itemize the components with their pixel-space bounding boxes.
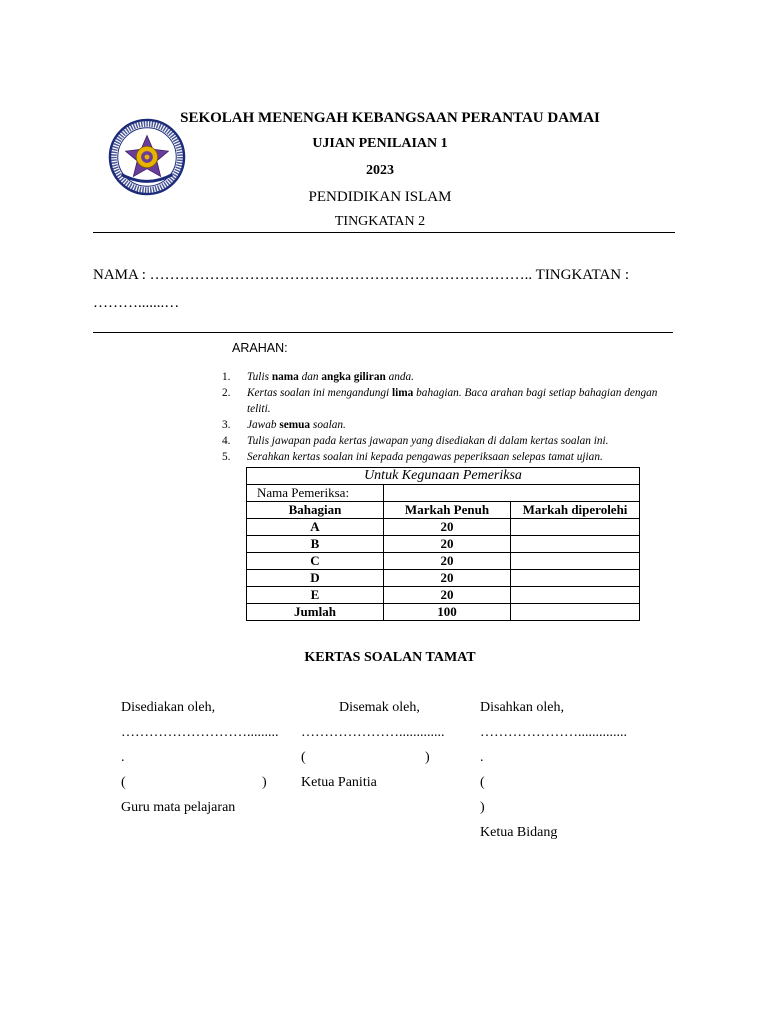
table-row xyxy=(247,536,640,553)
instruction-item xyxy=(222,433,672,449)
full-marks-cell: 20 xyxy=(384,519,511,536)
col-header-section: Bahagian xyxy=(247,502,384,519)
total-label-cell: Jumlah xyxy=(247,604,384,621)
instruction-item xyxy=(222,417,672,433)
form-title: TINGKATAN 2 xyxy=(334,214,426,229)
approved-by-paren-open: ( xyxy=(480,775,485,790)
student-name-line: NAMA : ………………………………………………………………….. TINGKATAN : xyxy=(93,267,630,283)
header-divider xyxy=(93,232,675,233)
prepared-by-role: Guru mata pelajaran xyxy=(121,800,236,815)
instruction-item xyxy=(222,385,672,417)
prepared-by-dots: ………………………......... xyxy=(121,725,279,740)
approved-by-paren-close: ) xyxy=(480,800,485,815)
prepared-by-dot: . xyxy=(121,750,125,765)
instruction-number: 1. xyxy=(222,371,231,383)
instruction-text: anda. xyxy=(385,371,415,383)
approved-by-dot: . xyxy=(480,750,484,765)
full-marks-cell: 20 xyxy=(384,570,511,587)
instruction-emphasis: angka giliran xyxy=(321,371,386,383)
exam-title: UJIAN PENILAIAN 1 xyxy=(312,136,448,151)
examiner-name-field[interactable] xyxy=(384,485,640,502)
prepared-by-paren-open: ( xyxy=(121,775,126,790)
examiner-name-label: Nama Pemeriksa: xyxy=(247,485,384,502)
instruction-text: Tulis xyxy=(247,371,272,383)
obtained-marks-cell[interactable] xyxy=(511,587,640,604)
instruction-emphasis: lima xyxy=(391,387,414,399)
table-title: Untuk Kegunaan Pemeriksa xyxy=(247,468,640,485)
school-logo-icon xyxy=(108,118,186,196)
obtained-marks-cell[interactable] xyxy=(511,536,640,553)
approved-by-label: Disahkan oleh, xyxy=(480,700,564,715)
instruction-item xyxy=(222,449,672,465)
checked-by-dots: …………………............. xyxy=(301,725,445,740)
instruction-emphasis: semua xyxy=(279,419,311,431)
instruction-text: Kertas soalan ini mengandungi xyxy=(247,387,392,399)
table-header-row xyxy=(247,502,640,519)
student-divider xyxy=(93,332,673,333)
section-cell: A xyxy=(247,519,384,536)
prepared-by-label: Disediakan oleh, xyxy=(121,700,216,715)
checked-by-role: Ketua Panitia xyxy=(301,775,377,790)
instruction-number: 5. xyxy=(222,451,231,463)
instruction-number: 4. xyxy=(222,435,231,447)
student-form-dots: ……….......… xyxy=(93,295,180,311)
instruction-number: 3. xyxy=(222,419,231,431)
instructions-heading: ARAHAN: xyxy=(232,341,288,355)
col-header-obtained-marks: Markah diperolehi xyxy=(511,502,640,519)
section-cell: E xyxy=(247,587,384,604)
instruction-text: dan xyxy=(298,371,322,383)
approved-by-dots: ………………….............. xyxy=(480,725,627,740)
subject-title: PENDIDIKAN ISLAM xyxy=(308,189,452,205)
prepared-by-paren-close: ) xyxy=(262,775,267,790)
instructions-list xyxy=(222,369,672,465)
approved-by-role: Ketua Bidang xyxy=(480,825,558,840)
instruction-number: 2. xyxy=(222,387,231,399)
table-row xyxy=(247,519,640,536)
obtained-marks-cell[interactable] xyxy=(511,519,640,536)
table-row xyxy=(247,587,640,604)
instruction-text: Jawab xyxy=(247,419,280,431)
examiner-table xyxy=(246,467,640,621)
table-title-row xyxy=(247,468,640,485)
checked-by-paren-open: ( xyxy=(301,750,306,765)
section-cell: D xyxy=(247,570,384,587)
school-name: SEKOLAH MENENGAH KEBANGSAAN PERANTAU DAMAI xyxy=(180,110,600,126)
instruction-text: soalan. xyxy=(310,419,346,431)
total-full-marks-cell: 100 xyxy=(384,604,511,621)
examiner-name-row xyxy=(247,485,640,502)
full-marks-cell: 20 xyxy=(384,587,511,604)
instruction-text: Serahkan kertas soalan ini kepada pengawas peperiksaan selepas tamat ujian. xyxy=(247,451,603,463)
full-marks-cell: 20 xyxy=(384,553,511,570)
table-total-row xyxy=(247,604,640,621)
checked-by-paren-close: ) xyxy=(425,750,430,765)
full-marks-cell: 20 xyxy=(384,536,511,553)
instruction-emphasis: nama xyxy=(271,371,299,383)
instruction-text: Tulis jawapan pada kertas jawapan yang disediakan di dalam kertas soalan ini. xyxy=(247,435,609,447)
obtained-marks-cell[interactable] xyxy=(511,553,640,570)
checked-by-label: Disemak oleh, xyxy=(339,700,420,715)
instruction-item xyxy=(222,369,672,385)
end-of-paper-text: KERTAS SOALAN TAMAT xyxy=(304,650,476,665)
instruction-text: bahagian. Baca arahan bagi setiap bahagian dengan teliti. xyxy=(247,387,658,415)
total-obtained-marks-cell[interactable] xyxy=(511,604,640,621)
section-cell: B xyxy=(247,536,384,553)
section-cell: C xyxy=(247,553,384,570)
obtained-marks-cell[interactable] xyxy=(511,570,640,587)
table-row xyxy=(247,570,640,587)
table-row xyxy=(247,553,640,570)
exam-year: 2023 xyxy=(366,163,394,178)
col-header-full-marks: Markah Penuh xyxy=(384,502,511,519)
